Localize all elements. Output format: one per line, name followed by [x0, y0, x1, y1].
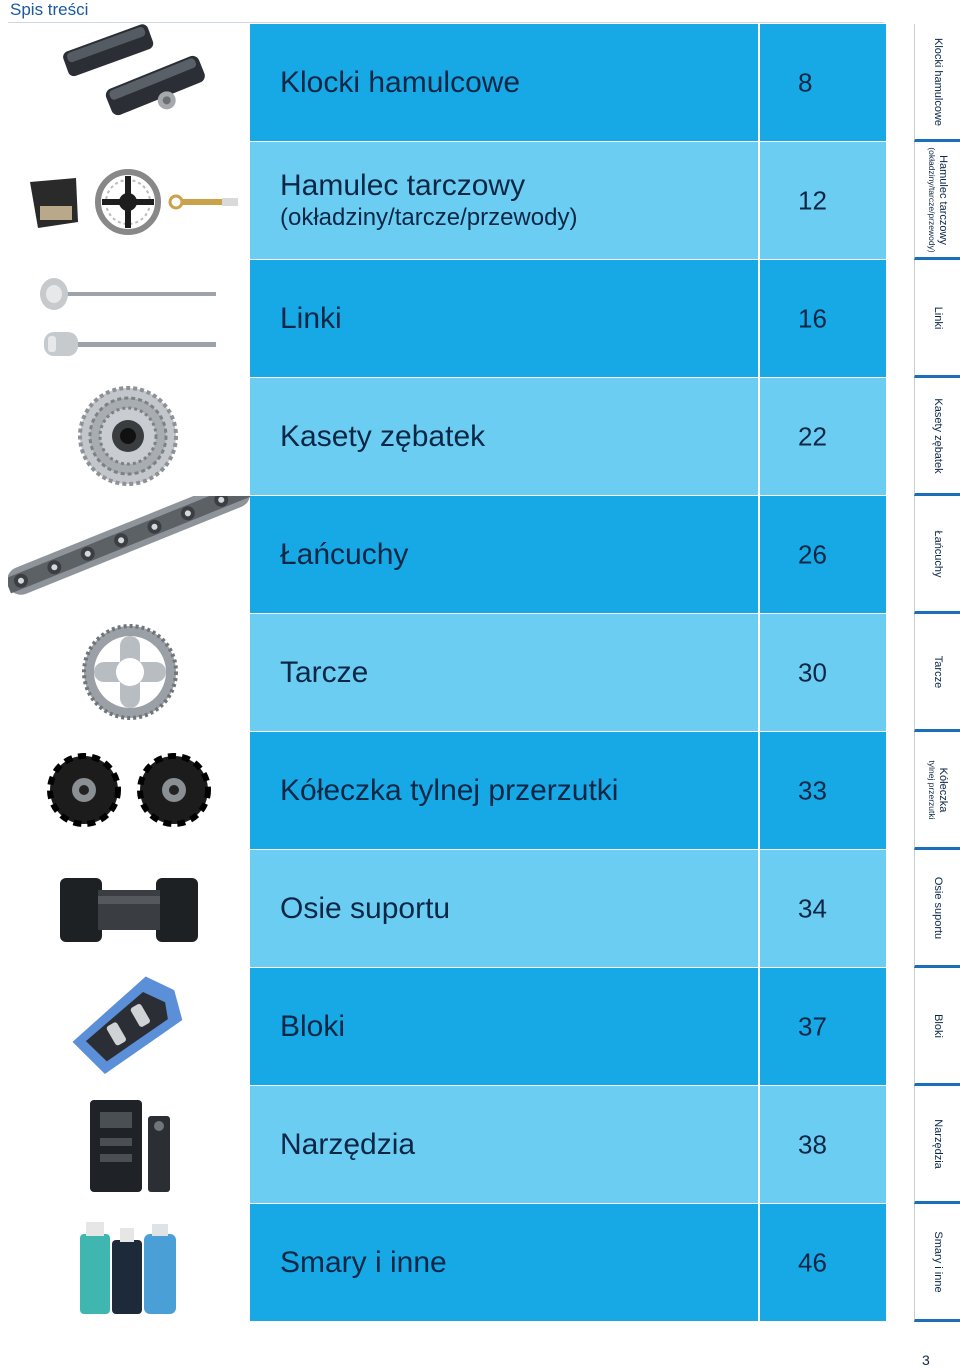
- toc-list: [8, 24, 886, 1322]
- toc-title: Linki: [280, 301, 342, 335]
- toc-page-number: 34: [798, 893, 827, 923]
- lubricant-icon: [8, 1204, 250, 1321]
- section-tabs: [914, 24, 960, 1322]
- toc-page-number: 12: [798, 185, 827, 215]
- toc-page-number: 46: [798, 1247, 827, 1277]
- toc-subtitle: (okładziny/tarcze/przewody): [280, 203, 578, 231]
- toc-title: Tarcze: [280, 655, 369, 689]
- chainring-icon: [8, 614, 250, 731]
- toc-page-number: 26: [798, 539, 827, 569]
- toc-row-bottom-brackets[interactable]: [8, 850, 886, 968]
- toc-title: Kasety zębatek: [280, 419, 486, 453]
- toc-page-number: 22: [798, 421, 827, 451]
- toc-row-tools[interactable]: [8, 1086, 886, 1204]
- tool-icon: [8, 1086, 250, 1203]
- tab-cassettes[interactable]: Kasety zębatek: [914, 378, 960, 496]
- toc-row-lubricants[interactable]: [8, 1204, 886, 1322]
- toc-row-cassettes[interactable]: [8, 378, 886, 496]
- toc-title: Osie suportu: [280, 891, 451, 925]
- page-title: Spis treści: [10, 0, 89, 19]
- toc-title: Kółeczka tylnej przerzutki: [280, 773, 619, 807]
- cleat-icon: [8, 968, 250, 1085]
- toc-title: Hamulec tarczowy (okładziny/tarcze/przewody): [280, 168, 578, 231]
- chain-icon: [8, 496, 250, 613]
- brake-shoe-icon: [8, 24, 250, 141]
- tab-pulleys[interactable]: Kółeczka tylnej przerzutki: [914, 732, 960, 850]
- toc-row-chainrings[interactable]: [8, 614, 886, 732]
- toc-page-number: 16: [798, 303, 827, 333]
- toc-title: Klocki hamulcowe: [280, 65, 521, 99]
- page-number: 3: [922, 1352, 930, 1368]
- toc-page-number: 38: [798, 1129, 827, 1159]
- tab-bottom-brackets[interactable]: Osie suportu: [914, 850, 960, 968]
- tab-brake-pads[interactable]: Klocki hamulcowe: [914, 24, 960, 142]
- toc-row-brake-pads[interactable]: [8, 24, 886, 142]
- bottom-bracket-icon: [8, 850, 250, 967]
- cassette-icon: [8, 378, 250, 495]
- disc-brake-icon: [8, 142, 250, 259]
- tab-lubricants[interactable]: Smary i inne: [914, 1204, 960, 1322]
- header-divider: [8, 22, 884, 23]
- tab-chainrings[interactable]: Tarcze: [914, 614, 960, 732]
- toc-row-chains[interactable]: [8, 496, 886, 614]
- toc-title: Bloki: [280, 1009, 346, 1043]
- tab-cables[interactable]: Linki: [914, 260, 960, 378]
- toc-page-number: 8: [798, 67, 813, 97]
- toc-page-number: 30: [798, 657, 827, 687]
- tab-chains[interactable]: Łańcuchy: [914, 496, 960, 614]
- pulley-icon: [8, 732, 250, 849]
- toc-row-pulleys[interactable]: [8, 732, 886, 850]
- tab-cleats[interactable]: Bloki: [914, 968, 960, 1086]
- tab-tools[interactable]: Narzędzia: [914, 1086, 960, 1204]
- toc-page-number: 37: [798, 1011, 827, 1041]
- toc-page-number: 33: [798, 775, 827, 805]
- cable-icon: [8, 260, 250, 377]
- tab-disc-brake[interactable]: Hamulec tarczowy (okładziny/tarcze/przewody): [914, 142, 960, 260]
- toc-row-cables[interactable]: [8, 260, 886, 378]
- toc-title: Smary i inne: [280, 1245, 447, 1279]
- toc-row-disc-brake[interactable]: [8, 142, 886, 260]
- toc-title: Łańcuchy: [280, 537, 409, 571]
- toc-row-cleats[interactable]: [8, 968, 886, 1086]
- toc-title: Narzędzia: [280, 1127, 416, 1161]
